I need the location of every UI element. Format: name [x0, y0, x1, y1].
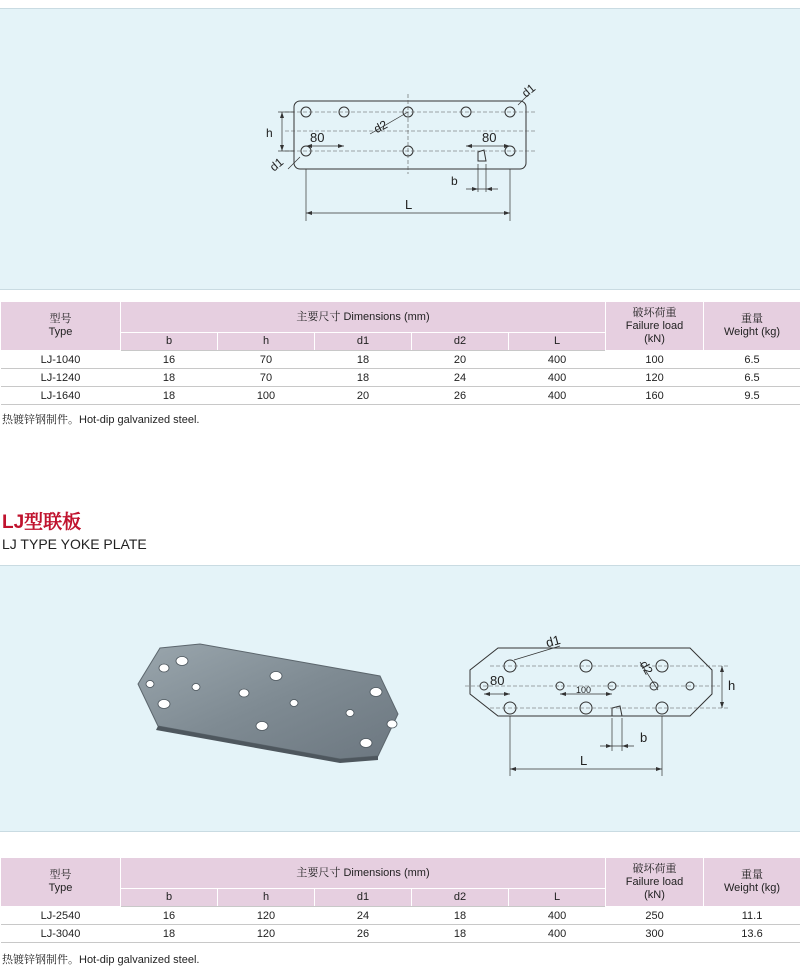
dimensions-header: 主要尺寸 Dimensions (mm) [121, 302, 606, 333]
lj-yoke-plate-drawing [0, 9, 800, 289]
label-b: b [451, 174, 458, 188]
label-d1: d1 [544, 632, 562, 651]
col-h: h [218, 333, 315, 351]
label-b: b [640, 730, 648, 745]
lj-type-yoke-plate-figure [0, 566, 800, 831]
label-100: 100 [576, 685, 592, 695]
diagram-panel-1 [0, 8, 800, 290]
failure-load-header: 破坏荷重 Failure load (kN) [606, 858, 704, 907]
section-title-en: LJ TYPE YOKE PLATE [2, 536, 147, 552]
col-h: h [218, 889, 315, 907]
table-row: LJ-1040 16 70 18 20 400 100 6.5 [1, 351, 800, 369]
col-d2: d2 [412, 333, 509, 351]
col-L: L [509, 889, 606, 907]
type-header: 型号 Type [1, 858, 121, 907]
type-header: 型号 Type [1, 302, 121, 351]
label-d2: d2 [636, 658, 656, 677]
col-d1: d1 [315, 889, 412, 907]
section-title-cn: LJ型联板 [2, 512, 82, 533]
dimensions-header: 主要尺寸 Dimensions (mm) [121, 858, 606, 889]
yoke-plate-photo [138, 644, 398, 763]
label-L: L [405, 197, 413, 212]
label-d2: d2 [371, 117, 390, 136]
label-80-right: 80 [482, 130, 497, 145]
label-h: h [728, 678, 736, 693]
material-note-2: 热镀锌钢制件。Hot-dip galvanized steel. [2, 954, 200, 966]
col-L: L [509, 333, 606, 351]
col-d2: d2 [412, 889, 509, 907]
label-L: L [580, 753, 588, 768]
failure-load-header: 破坏荷重 Failure load (kN) [606, 302, 704, 351]
spec-table-2 [0, 857, 800, 943]
label-h: h [266, 126, 273, 140]
diagram-panel-2 [0, 565, 800, 832]
table-row: LJ-1640 18 100 20 26 400 160 9.5 [1, 387, 800, 405]
col-b: b [121, 333, 218, 351]
table-row: LJ-3040 18 120 26 18 400 300 13.6 [1, 925, 800, 943]
weight-header: 重量 Weight (kg) [704, 302, 800, 351]
spec-table-1 [0, 301, 800, 405]
weight-header: 重量 Weight (kg) [704, 858, 800, 907]
yoke-plate-drawing [470, 648, 712, 716]
label-80: 80 [490, 673, 505, 688]
col-d1: d1 [315, 333, 412, 351]
label-d1-bottom: d1 [266, 154, 287, 175]
material-note-1: 热镀锌钢制件。Hot-dip galvanized steel. [2, 414, 200, 426]
table-row: LJ-2540 16 120 24 18 400 250 11.1 [1, 907, 800, 925]
label-80-left: 80 [310, 130, 325, 145]
table-row: LJ-1240 18 70 18 24 400 120 6.5 [1, 369, 800, 387]
label-d1-top: d1 [518, 80, 539, 101]
col-b: b [121, 889, 218, 907]
